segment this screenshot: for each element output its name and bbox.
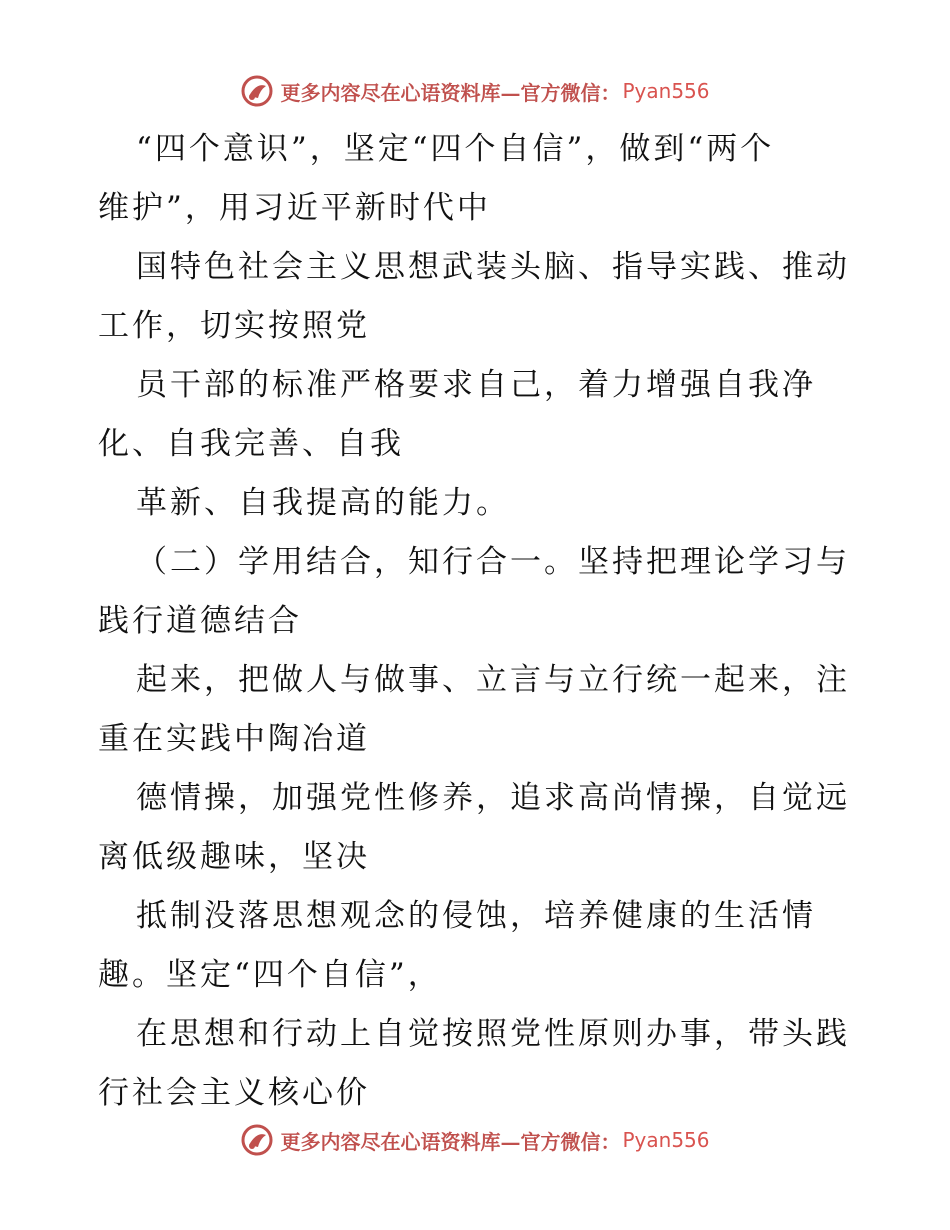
body-line: 趣。坚定“四个自信”， [98, 957, 442, 993]
body-line: （二）学用结合，知行合一。坚持把理论学习与 [136, 544, 850, 580]
body-line: 革新、自我提高的能力。 [136, 485, 510, 521]
body-line: 员干部的标准严格要求自己，着力增强自我净 [136, 367, 816, 403]
body-line: 工作，切实按照党 [98, 308, 370, 344]
body-line: 国特色社会主义思想武装头脑、指导实践、推动 [136, 249, 850, 285]
watermark-contact: Pyan556 [622, 1128, 710, 1152]
watermark-text: 更多内容尽在心语资料库—官方微信： [280, 80, 621, 105]
body-line: 离低级趣味，坚决 [98, 839, 370, 875]
logo-icon [240, 1123, 274, 1157]
watermark-contact: Pyan556 [622, 79, 710, 103]
body-line: 化、自我完善、自我 [98, 426, 404, 462]
body-line: 维护”，用习近平新时代中 [98, 190, 491, 226]
footer-watermark [0, 1120, 950, 1160]
body-line: 践行道德结合 [98, 603, 302, 639]
header-watermark [0, 71, 950, 111]
watermark-text: 更多内容尽在心语资料库—官方微信： [280, 1129, 621, 1154]
body-line: 起来，把做人与做事、立言与立行统一起来，注 [136, 662, 850, 698]
body-line: 抵制没落思想观念的侵蚀，培养健康的生活情 [136, 898, 816, 934]
body-line: “四个意识”，坚定“四个自信”，做到“两个 [136, 131, 775, 167]
body-line: 在思想和行动上自觉按照党性原则办事，带头践 [136, 1016, 850, 1052]
logo-icon [240, 74, 274, 108]
body-line: 重在实践中陶冶道 [98, 721, 370, 757]
document-body [98, 120, 868, 1123]
body-line: 德情操，加强党性修养，追求高尚情操，自觉远 [136, 780, 850, 816]
body-line: 行社会主义核心价 [98, 1075, 370, 1111]
